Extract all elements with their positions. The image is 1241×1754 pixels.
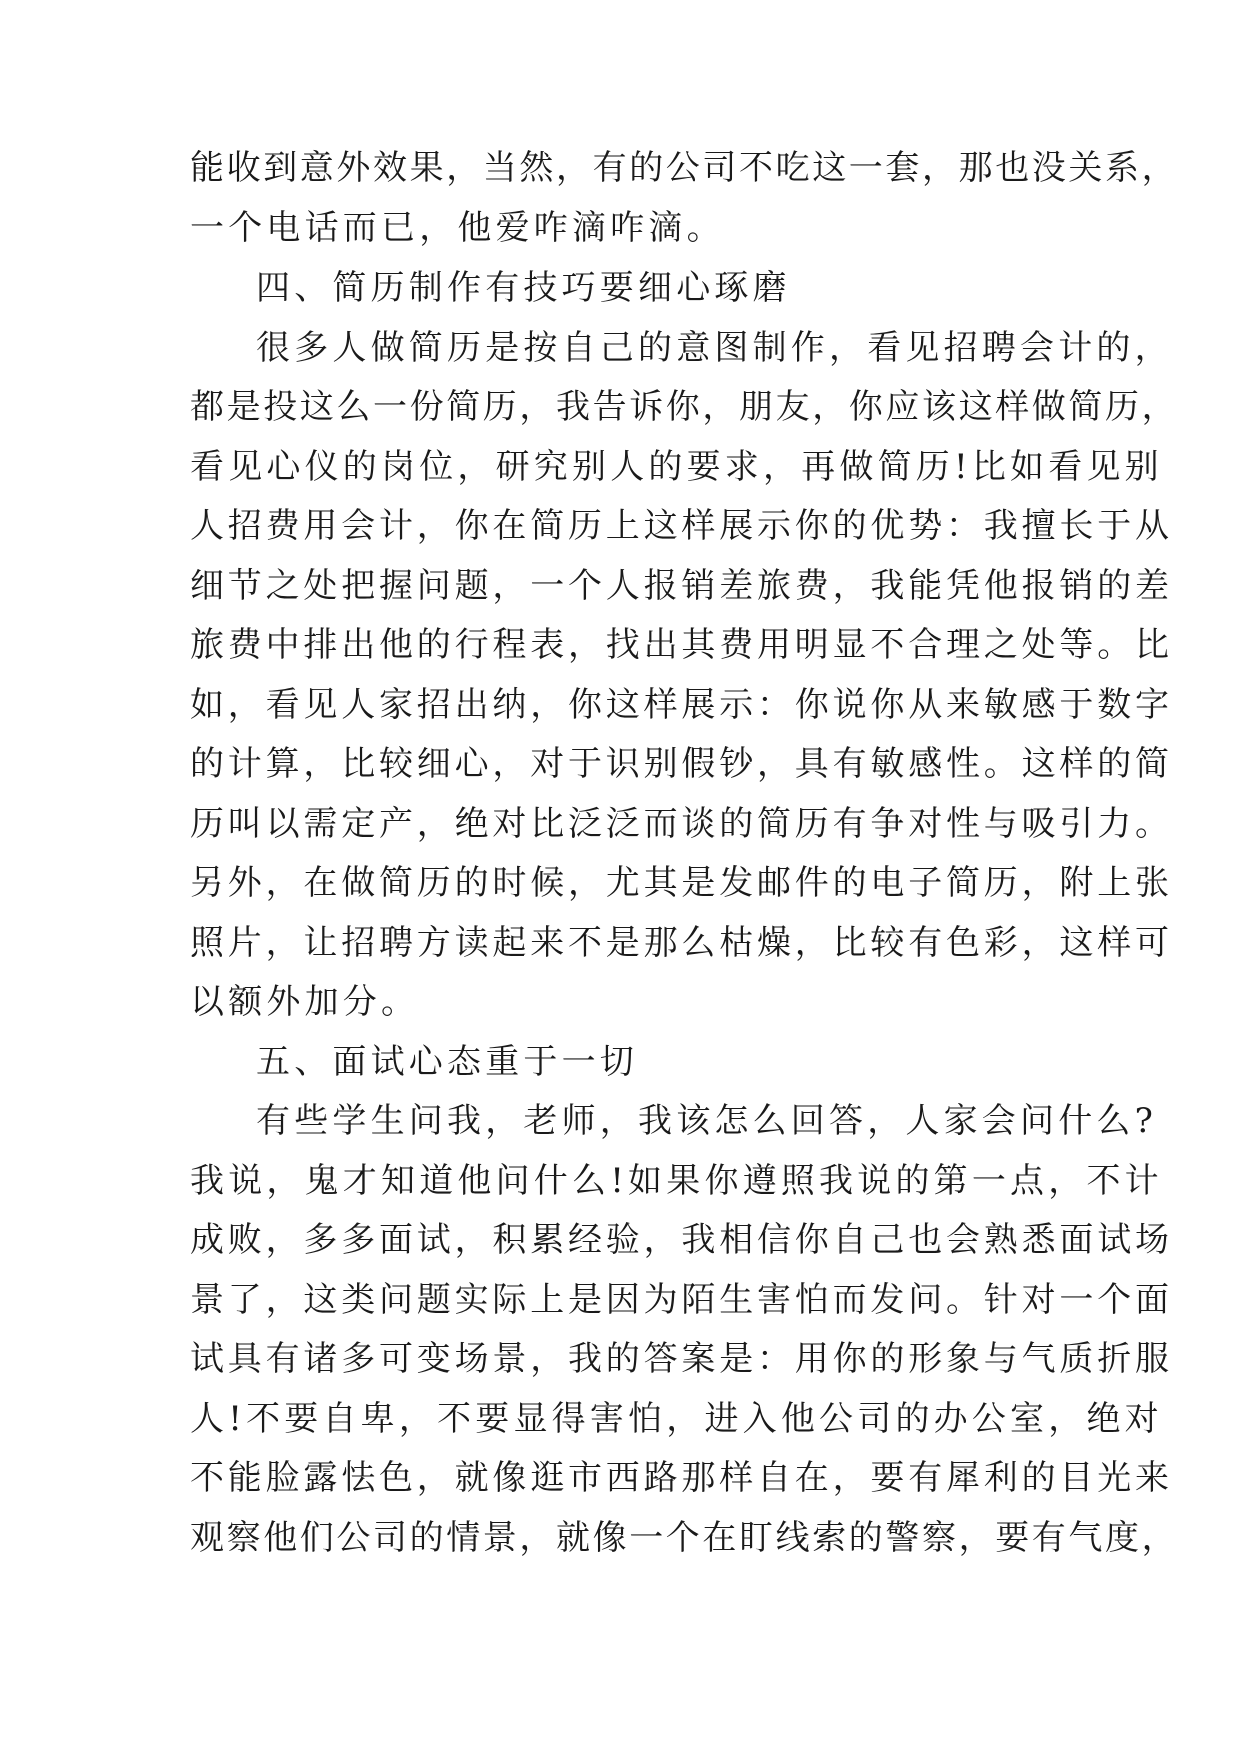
text-line: 人!不要自卑，不要显得害怕，进入他公司的办公室，绝对 (190, 1399, 1163, 1439)
text-line: 看见心仪的岗位，研究别人的要求，再做简历!比如看见别 (190, 447, 1163, 487)
text-line: 不能脸露怯色，就像逛市西路那样自在，要有犀利的目光来 (190, 1458, 1173, 1498)
text-line: 有些学生问我，老师，我该怎么回答，人家会问什么? (256, 1101, 1158, 1141)
text-line: 能收到意外效果，当然，有的公司不吃这一套，那也没关系， (190, 148, 1179, 188)
text-line: 细节之处把握问题，一个人报销差旅费，我能凭他报销的差 (190, 566, 1173, 606)
text-line: 以额外加分。 (190, 982, 420, 1022)
text-line: 都是投这么一份简历，我告诉你，朋友，你应该这样做简历， (190, 387, 1179, 427)
text-line: 另外，在做简历的时候，尤其是发邮件的电子简历，附上张 (190, 863, 1173, 903)
text-line: 旅费中排出他的行程表，找出其费用明显不合理之处等。比 (190, 625, 1173, 665)
text-line: 照片，让招聘方读起来不是那么枯燥，比较有色彩，这样可 (190, 923, 1173, 963)
text-line: 成败，多多面试，积累经验，我相信你自己也会熟悉面试场 (190, 1220, 1173, 1260)
text-line: 的计算，比较细心，对于识别假钞，具有敏感性。这样的简 (190, 744, 1173, 784)
text-line: 景了，这类问题实际上是因为陌生害怕而发问。针对一个面 (190, 1280, 1173, 1320)
text-line: 历叫以需定产，绝对比泛泛而谈的简历有争对性与吸引力。 (190, 804, 1173, 844)
text-line: 观察他们公司的情景，就像一个在盯线索的警察，要有气度， (190, 1518, 1179, 1558)
text-line: 我说，鬼才知道他问什么!如果你遵照我说的第一点，不计 (190, 1161, 1163, 1201)
text-line: 一个电话而已，他爱咋滴咋滴。 (190, 208, 725, 248)
section-heading: 五、面试心态重于一切 (256, 1042, 638, 1082)
text-line: 试具有诸多可变场景，我的答案是：用你的形象与气质折服 (190, 1339, 1173, 1379)
text-line: 很多人做简历是按自己的意图制作，看见招聘会计的， (256, 328, 1173, 368)
text-line: 人招费用会计，你在简历上这样展示你的优势：我擅长于从 (190, 506, 1173, 546)
section-heading: 四、简历制作有技巧要细心琢磨 (256, 268, 791, 308)
text-line: 如，看见人家招出纳，你这样展示：你说你从来敏感于数字 (190, 685, 1173, 725)
